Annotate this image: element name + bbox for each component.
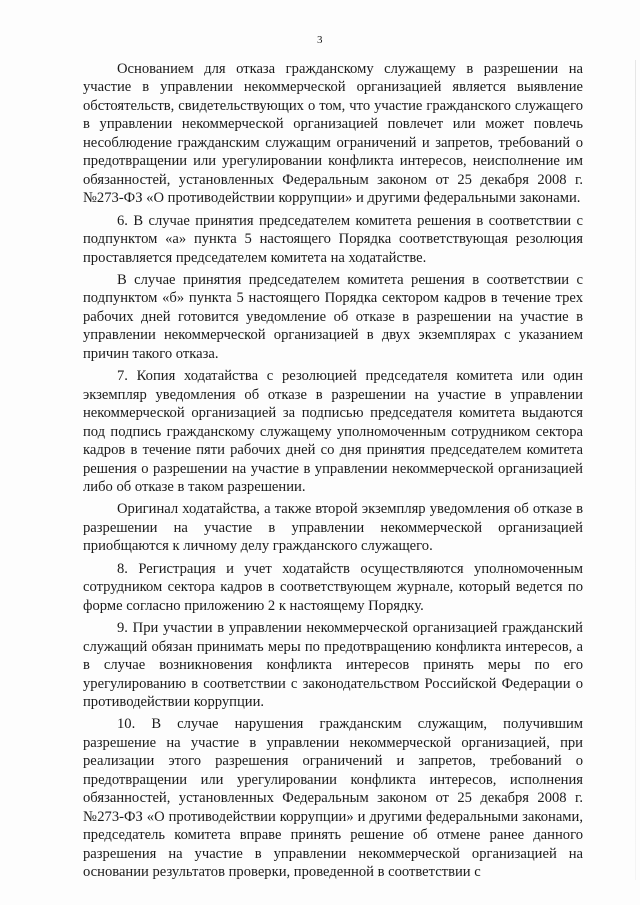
document-body <box>83 60 583 885</box>
scan-edge-shadow <box>635 60 636 880</box>
paragraph-item-7-original: Оригинал ходатайства, а также второй экземпляр уведомления об отказе в разрешении на участие в управлении некоммерческой организацией приобщаются к личному делу гражданского служащего. <box>83 501 583 555</box>
paragraph-item-7: 7. Копия ходатайства с резолюцией председателя комитета или один экземпляр уведомления об отказе в разрешении на участие в управлении некоммерческой организацией за подписью председателя комитета выдаются под подпись гражданскому служащему уполномоченным сотрудником сектора кадров в течение пяти рабочих дней со дня принятия председателем комитета решения о разрешении на участие в управлении некоммерческой организацией либо об отказе в таком разрешении. <box>83 368 583 495</box>
paragraph-item-9: 9. При участии в управлении некоммерческой организацией гражданский служащий обязан принимать меры по предотвращению конфликта интересов, а в случае возникновения конфликта интересов принять меры по его урегулированию в соответствии с законодательством Российской Федерации о противодействии коррупции. <box>83 620 583 710</box>
paragraph-refusal-grounds: Основанием для отказа гражданскому служащему в разрешении на участие в управлении некоммерческой организацией является выявление обстоятельств, свидетельствующих о том, что участие гражданского служащего в управлении некоммерческой организацией повлечет или может повлечь несоблюдение гражданским служащим ограничений и запретов, требований о предотвращении или урегулировании конфликта интересов, неисполнение им обязанностей, установленных Федеральным законом от 25 декабря 2008 г. №273-ФЗ «О противодействии коррупции» и другими федеральными законами. <box>83 61 583 207</box>
paragraph-item-6-refusal-notice: В случае принятия председателем комитета решения в соответствии с подпунктом «б» пункта 5 настоящего Порядка сектором кадров в течение трех рабочих дней готовится уведомление об отказе в разрешении на участие в управлении некоммерческой организацией в двух экземплярах с указанием причин такого отказа. <box>83 271 583 362</box>
paragraph-item-8: 8. Регистрация и учет ходатайств осуществляются уполномоченным сотрудником сектора кадров в соответствующем журнале, который ведется по форме согласно приложению 2 к настоящему Порядку. <box>83 560 583 614</box>
paragraph-item-6: 6. В случае принятия председателем комитета решения в соответствии с подпунктом «а» пункта 5 настоящего Порядка соответствующая резолюция проставляется председателем комитета на ходатайстве. <box>83 212 583 266</box>
page-number: 3 <box>317 34 323 46</box>
paragraph-item-10: 10. В случае нарушения гражданским служащим, получившим разрешение на участие в управлении некоммерческой организацией, при реализации этого разрешения ограничений и запретов, требований о предотвращении или урегулировании конфликта интересов, исполнения обязанностей, установленных Федеральным законом от 25 декабря 2008 г. №273-ФЗ «О противодействии коррупции» и другими федеральными законами, председатель комитета вправе принять решение об отмене ранее данного разрешения на участие в управлении некоммерческой организацией на основании результатов проверки, проведенной в соответствии с <box>83 716 583 881</box>
